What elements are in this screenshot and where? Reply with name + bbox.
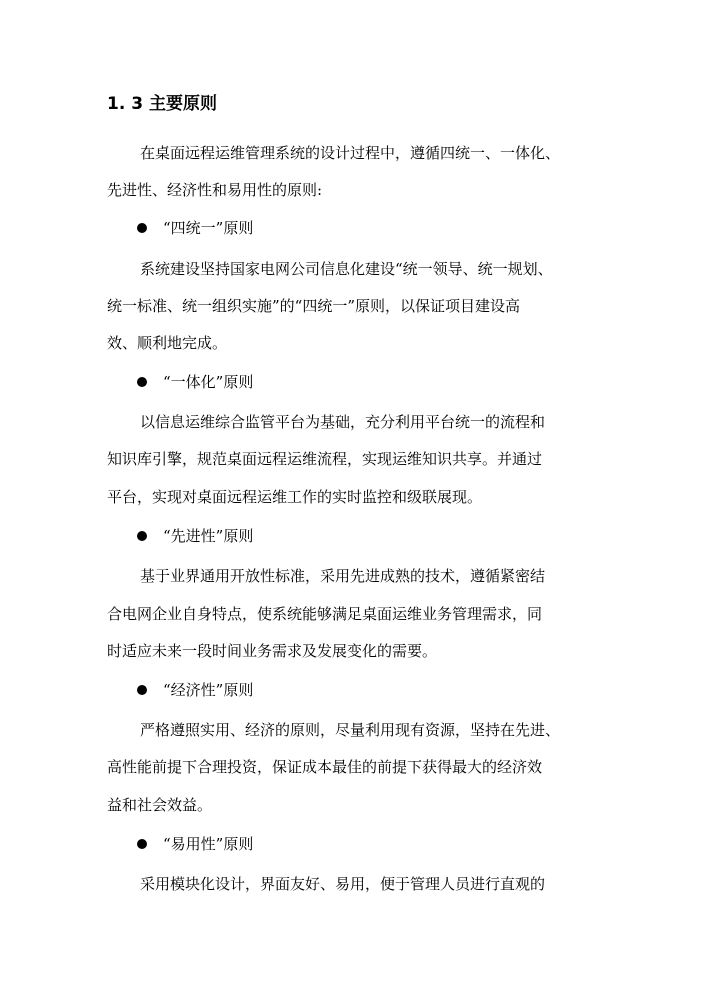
principle-1-line-3: 效、顺利地完成。: [107, 334, 228, 352]
principle-4-line-3: 益和社会效益。: [107, 796, 213, 814]
bullet-dot-icon: [137, 531, 147, 541]
intro-line-1: 在桌面远程运维管理系统的设计过程中，遵循四统一、一体化、: [140, 144, 561, 162]
bullet-dot-icon: [137, 377, 147, 387]
principle-bullet-2: [137, 370, 253, 394]
principle-title-1: “四统一”原则: [163, 219, 254, 237]
principle-2-line-2: 知识库引擎，规范桌面远程运维流程，实现运维知识共享。并通过: [107, 450, 543, 468]
principle-1-line-2: 统一标准、统一组织实施”的“四统一”原则，以保证项目建设高: [107, 297, 521, 315]
principle-title-3: “先进性”原则: [163, 527, 254, 545]
principle-2-line-3: 平台，实现对桌面远程运维工作的实时监控和级联展现。: [107, 488, 483, 506]
principle-title-5: “易用性”原则: [163, 835, 254, 853]
principle-bullet-1: [137, 216, 253, 240]
principle-4-line-1: 严格遵照实用、经济的原则，尽量利用现有资源，坚持在先进、: [140, 721, 561, 739]
intro-line-2: 先进性、经济性和易用性的原则:: [107, 181, 323, 199]
principle-1-line-1: 系统建设坚持国家电网公司信息化建设“统一领导、统一规划、: [140, 260, 553, 278]
principle-5-line-1: 采用模块化设计，界面友好、易用，便于管理人员进行直观的: [140, 875, 546, 893]
principle-2-line-1: 以信息运维综合监管平台为基础，充分利用平台统一的流程和: [140, 413, 546, 431]
principle-bullet-5: [137, 832, 253, 856]
principle-3-line-2: 合电网企业自身特点，使系统能够满足桌面运维业务管理需求，同: [107, 605, 543, 623]
bullet-dot-icon: [137, 685, 147, 695]
section-heading: 1. 3 主要原则: [107, 94, 217, 114]
principle-title-2: “一体化”原则: [163, 373, 254, 391]
bullet-dot-icon: [137, 839, 147, 849]
principle-bullet-4: [137, 678, 253, 702]
principle-3-line-1: 基于业界通用开放性标准，采用先进成熟的技术，遵循紧密结: [140, 567, 546, 585]
principle-bullet-3: [137, 524, 253, 548]
principle-4-line-2: 高性能前提下合理投资，保证成本最佳的前提下获得最大的经济效: [107, 758, 543, 776]
principle-title-4: “经济性”原则: [163, 681, 254, 699]
principle-3-line-3: 时适应未来一段时间业务需求及发展变化的需要。: [107, 642, 438, 660]
bullet-dot-icon: [137, 223, 147, 233]
